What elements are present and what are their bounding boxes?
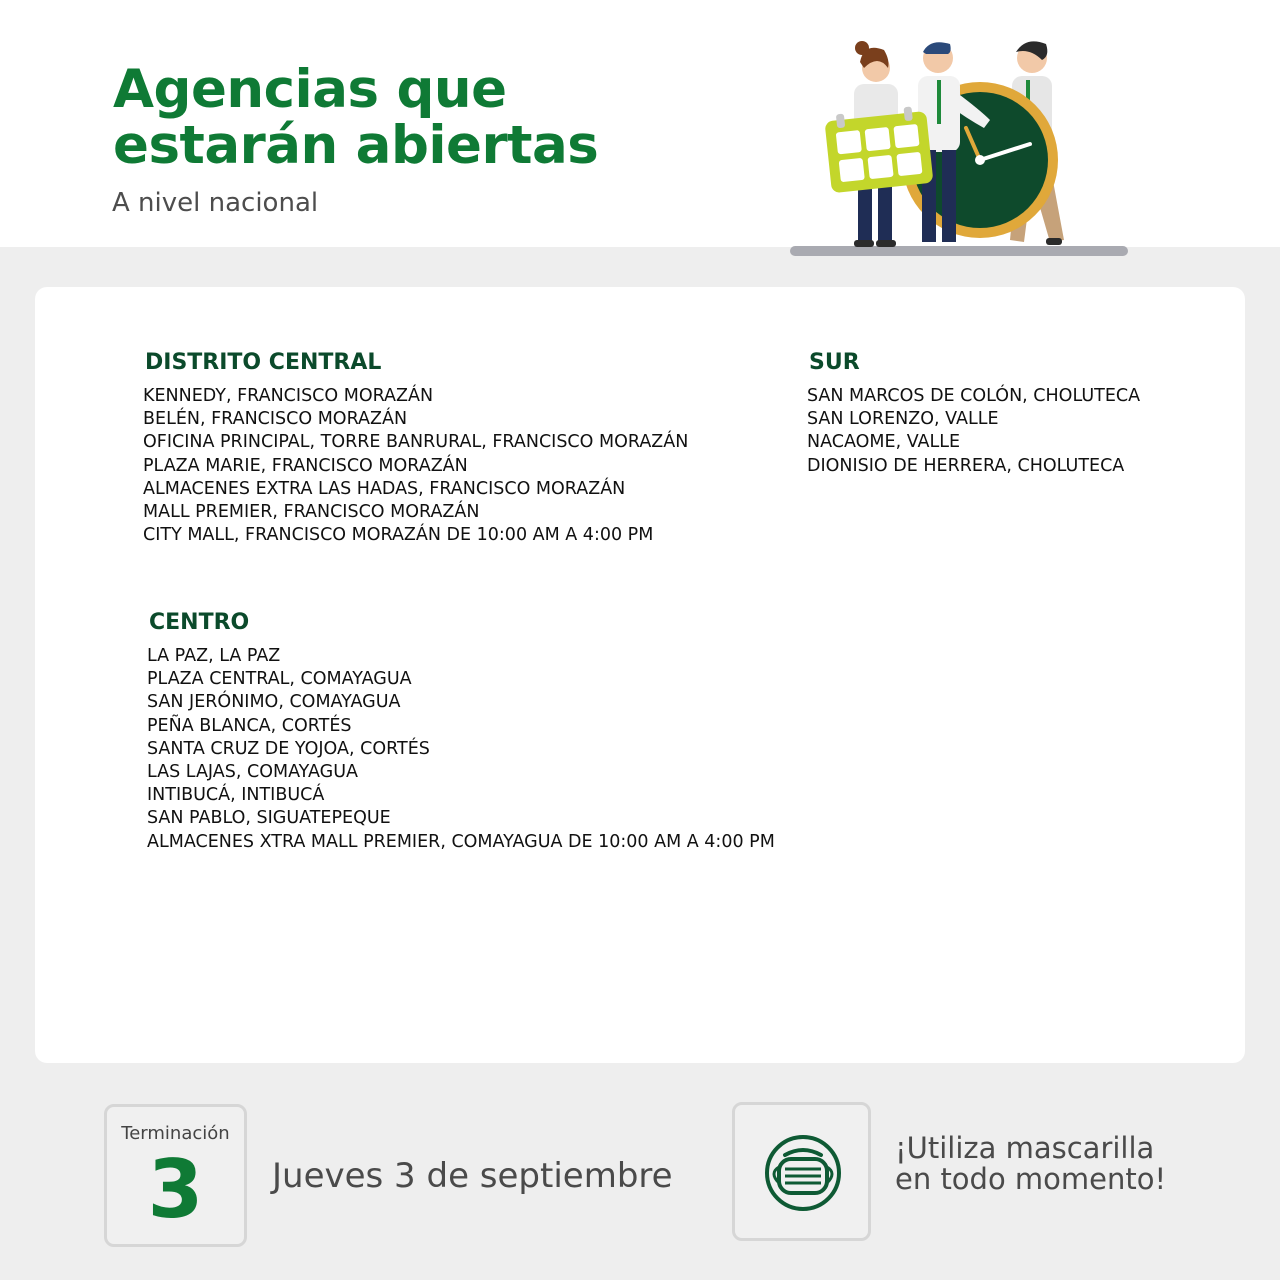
list-item: OFICINA PRINCIPAL, TORRE BANRURAL, FRANCISCO MORAZÁN xyxy=(143,432,689,453)
agency-list xyxy=(147,645,775,854)
list-item: SAN JERÓNIMO, COMAYAGUA xyxy=(147,692,401,713)
list-item: BELÉN, FRANCISCO MORAZÁN xyxy=(143,409,408,430)
list-item: ALMACENES EXTRA LAS HADAS, FRANCISCO MORAZÁN xyxy=(143,478,626,499)
termination-number: 3 xyxy=(147,1143,204,1236)
region-distrito-central xyxy=(143,350,688,547)
list-item: PEÑA BLANCA, CORTÉS xyxy=(147,715,352,736)
termination-label: Terminación xyxy=(121,1123,230,1144)
title-line-2: estarán abiertas xyxy=(113,115,599,176)
list-item: NACAOME, VALLE xyxy=(807,432,961,453)
schedule-date: Jueves 3 de septiembre xyxy=(272,1156,673,1196)
mask-reminder-line-1: ¡Utiliza mascarilla xyxy=(895,1131,1155,1165)
region-title: DISTRITO CENTRAL xyxy=(145,350,382,375)
list-item: CITY MALL, FRANCISCO MORAZÁN DE 10:00 AM A 4:00 PM xyxy=(143,525,654,546)
list-item: PLAZA MARIE, FRANCISCO MORAZÁN xyxy=(143,455,468,476)
title-line-1: Agencias que xyxy=(113,59,507,120)
region-sur xyxy=(807,350,1140,478)
page-title xyxy=(113,59,599,176)
list-item: LA PAZ, LA PAZ xyxy=(147,646,281,666)
termination-box xyxy=(104,1104,247,1247)
list-item: SAN PABLO, SIGUATEPEQUE xyxy=(147,808,391,829)
mask-reminder xyxy=(895,1133,1166,1195)
people-calendar-clock-illustration xyxy=(780,30,1140,270)
list-item: MALL PREMIER, FRANCISCO MORAZÁN xyxy=(143,502,480,523)
region-centro xyxy=(147,610,775,854)
mask-box xyxy=(732,1102,871,1241)
list-item: INTIBUCÁ, INTIBUCÁ xyxy=(147,785,325,806)
agencies-card xyxy=(35,287,1245,1063)
agency-list xyxy=(807,385,1140,478)
list-item: ALMACENES XTRA MALL PREMIER, COMAYAGUA DE 10:00 AM A 4:00 PM xyxy=(147,831,775,852)
region-title: SUR xyxy=(809,350,860,375)
list-item: PLAZA CENTRAL, COMAYAGUA xyxy=(147,669,412,690)
mask-reminder-line-2: en todo momento! xyxy=(895,1162,1167,1196)
list-item: SAN MARCOS DE COLÓN, CHOLUTECA xyxy=(807,386,1141,406)
page-subtitle: A nivel nacional xyxy=(112,188,319,218)
list-item: LAS LAJAS, COMAYAGUA xyxy=(147,762,359,783)
list-item: SANTA CRUZ DE YOJOA, CORTÉS xyxy=(147,738,430,759)
agency-list xyxy=(143,385,688,547)
region-title: CENTRO xyxy=(149,610,250,635)
face-mask-icon xyxy=(763,1133,843,1213)
list-item: DIONISIO DE HERRERA, CHOLUTECA xyxy=(807,455,1125,476)
list-item: KENNEDY, FRANCISCO MORAZÁN xyxy=(143,386,434,406)
list-item: SAN LORENZO, VALLE xyxy=(807,409,999,430)
